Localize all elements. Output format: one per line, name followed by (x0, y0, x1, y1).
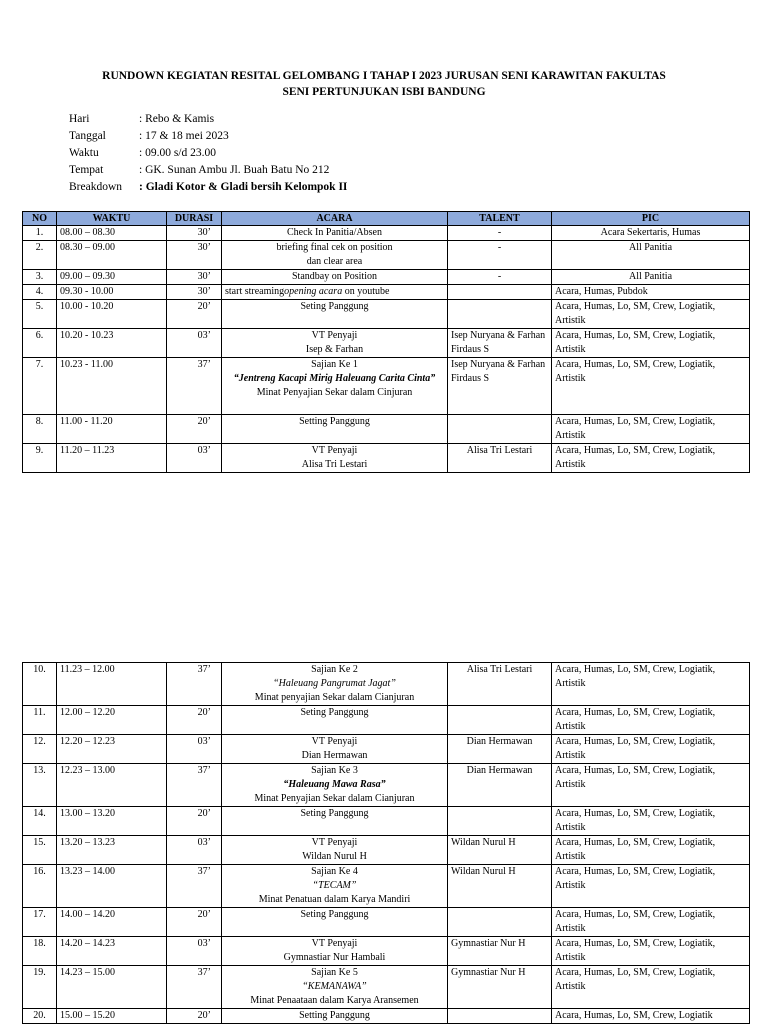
cell-pic: Acara, Humas, Lo, SM, Crew, Logiatik, Artistik (552, 764, 750, 807)
acara-line: Sajian Ke 1 (311, 359, 358, 370)
header-acara: ACARA (222, 212, 448, 226)
acara-line: Isep & Farhan (305, 344, 364, 355)
cell-talent (448, 415, 552, 444)
cell-pic: Acara, Humas, Lo, SM, Crew, Logiatik, Artistik (552, 329, 750, 358)
table-row (23, 966, 750, 1009)
cell-no: 10. (23, 663, 57, 706)
cell-talent (448, 285, 552, 300)
cell-acara: Seting Panggung (222, 807, 448, 836)
info-value: : GK. Sunan Ambu Jl. Buah Batu No 212 (139, 164, 330, 176)
cell-durasi: 37’ (167, 865, 222, 908)
table-row (23, 241, 750, 270)
table-row (23, 358, 750, 415)
header-durasi: DURASI (167, 212, 222, 226)
cell-pic: Acara, Humas, Lo, SM, Crew, Logiatik, Artistik (552, 937, 750, 966)
cell-waktu: 11.00 - 11.20 (57, 415, 167, 444)
event-info (69, 111, 347, 196)
cell-no: 18. (23, 937, 57, 966)
cell-durasi: 37’ (167, 358, 222, 415)
acara-title: “TECAM” (312, 880, 357, 891)
info-breakdown (69, 179, 347, 196)
cell-acara (222, 735, 448, 764)
info-value: : Rebo & Kamis (139, 113, 215, 125)
cell-pic: Acara, Humas, Lo, SM, Crew, Logiatik, Artistik (552, 735, 750, 764)
cell-waktu: 10.20 - 10.23 (57, 329, 167, 358)
cell-no: 13. (23, 764, 57, 807)
acara-line: Sajian Ke 2 (311, 664, 358, 675)
acara-line: VT Penyaji (311, 445, 358, 456)
cell-waktu: 13.00 – 13.20 (57, 807, 167, 836)
cell-waktu: 12.00 – 12.20 (57, 706, 167, 735)
cell-pic: Acara, Humas, Lo, SM, Crew, Logiatik (552, 1009, 750, 1024)
acara-line: Wildan Nurul H (302, 851, 367, 862)
table-row (23, 908, 750, 937)
cell-durasi: 20’ (167, 706, 222, 735)
cell-durasi: 37’ (167, 966, 222, 1009)
info-tanggal (69, 128, 347, 145)
cell-acara (222, 241, 448, 270)
info-waktu (69, 145, 347, 162)
cell-no: 2. (23, 241, 57, 270)
cell-pic: Acara, Humas, Lo, SM, Crew, Logiatik, Artistik (552, 415, 750, 444)
cell-talent (448, 706, 552, 735)
cell-pic: Acara, Humas, Lo, SM, Crew, Logiatik, Artistik (552, 358, 750, 415)
cell-durasi: 20’ (167, 300, 222, 329)
cell-waktu: 12.23 – 13.00 (57, 764, 167, 807)
acara-line: Minat Penatuan dalam Karya Mandiri (258, 894, 411, 905)
acara-title: “Jentreng Kacapi Mirig Haleuang Carita Cinta” (233, 373, 436, 384)
info-value: : Gladi Kotor & Gladi bersih Kelompok II (139, 181, 348, 193)
table-row (23, 735, 750, 764)
cell-waktu: 08.00 – 08.30 (57, 226, 167, 241)
info-label: Waktu (69, 147, 99, 159)
rundown-table-page-1 (22, 211, 750, 473)
cell-acara: Check In Panitia/Absen (222, 226, 448, 241)
cell-no: 1. (23, 226, 57, 241)
cell-talent (448, 807, 552, 836)
acara-text: start streaming (225, 286, 285, 297)
cell-durasi: 03’ (167, 836, 222, 865)
cell-waktu: 13.23 – 14.00 (57, 865, 167, 908)
cell-waktu: 14.23 – 15.00 (57, 966, 167, 1009)
cell-no: 19. (23, 966, 57, 1009)
cell-acara: Setting Panggung (222, 415, 448, 444)
info-hari (69, 111, 347, 128)
cell-waktu: 11.20 – 11.23 (57, 444, 167, 473)
cell-waktu: 10.23 - 11.00 (57, 358, 167, 415)
cell-waktu: 12.20 – 12.23 (57, 735, 167, 764)
table-row (23, 329, 750, 358)
cell-acara (222, 663, 448, 706)
table-row (23, 285, 750, 300)
header-pic: PIC (552, 212, 750, 226)
acara-line: Alisa Tri Lestari (301, 459, 368, 470)
cell-durasi: 03’ (167, 444, 222, 473)
table-row (23, 300, 750, 329)
cell-durasi: 20’ (167, 415, 222, 444)
cell-no: 20. (23, 1009, 57, 1024)
cell-no: 9. (23, 444, 57, 473)
header-talent: TALENT (448, 212, 552, 226)
cell-no: 5. (23, 300, 57, 329)
cell-acara (222, 329, 448, 358)
cell-acara (222, 966, 448, 1009)
cell-waktu: 08.30 – 09.00 (57, 241, 167, 270)
header-waktu: WAKTU (57, 212, 167, 226)
cell-talent: Alisa Tri Lestari (448, 663, 552, 706)
cell-waktu: 09.00 – 09.30 (57, 270, 167, 285)
cell-pic: Acara, Humas, Lo, SM, Crew, Logiatik, Artistik (552, 836, 750, 865)
table-row (23, 807, 750, 836)
cell-no: 7. (23, 358, 57, 415)
table-row (23, 444, 750, 473)
cell-waktu: 15.00 – 15.20 (57, 1009, 167, 1024)
acara-line: VT Penyaji (311, 938, 358, 949)
table-row (23, 226, 750, 241)
acara-line: VT Penyaji (311, 330, 358, 341)
cell-acara (222, 764, 448, 807)
cell-acara: Seting Panggung (222, 706, 448, 735)
cell-no: 11. (23, 706, 57, 735)
table-row (23, 1009, 750, 1024)
cell-waktu: 14.00 – 14.20 (57, 908, 167, 937)
cell-durasi: 37’ (167, 663, 222, 706)
acara-title: “Haleuang Mawa Rasa” (283, 779, 386, 790)
title-line-1: RUNDOWN KEGIATAN RESITAL GELOMBANG I TAHAP I 2023 JURUSAN SENI KARAWITAN FAKULTAS (102, 70, 666, 82)
table-row (23, 270, 750, 285)
acara-line: briefing final cek on position (276, 242, 393, 253)
cell-talent: - (448, 270, 552, 285)
cell-durasi: 03’ (167, 735, 222, 764)
table-row (23, 836, 750, 865)
cell-pic: All Panitia (552, 241, 750, 270)
acara-line: Dian Hermawan (301, 750, 368, 761)
table-row (23, 415, 750, 444)
cell-no: 8. (23, 415, 57, 444)
acara-line: Gymnastiar Nur Hambali (283, 952, 386, 963)
cell-pic: Acara, Humas, Lo, SM, Crew, Logiatik, Artistik (552, 865, 750, 908)
cell-talent: Dian Hermawan (448, 764, 552, 807)
title-line-2: SENI PERTUNJUKAN ISBI BANDUNG (282, 86, 486, 98)
cell-talent: - (448, 226, 552, 241)
cell-durasi: 37’ (167, 764, 222, 807)
cell-talent: Wildan Nurul H (448, 836, 552, 865)
acara-line: VT Penyaji (311, 736, 358, 747)
cell-durasi: 30’ (167, 285, 222, 300)
cell-waktu: 14.20 – 14.23 (57, 937, 167, 966)
cell-waktu: 11.23 – 12.00 (57, 663, 167, 706)
cell-pic: Acara, Humas, Lo, SM, Crew, Logiatik, Artistik (552, 706, 750, 735)
cell-pic: Acara, Humas, Lo, SM, Crew, Logiatik, Artistik (552, 300, 750, 329)
cell-acara: Setting Panggung (222, 1009, 448, 1024)
cell-pic: Acara, Humas, Lo, SM, Crew, Logiatik, Artistik (552, 663, 750, 706)
acara-line: VT Penyaji (311, 837, 358, 848)
cell-acara (222, 358, 448, 415)
cell-pic: Acara, Humas, Lo, SM, Crew, Logiatik, Artistik (552, 908, 750, 937)
cell-durasi: 30’ (167, 270, 222, 285)
acara-text: on youtube (342, 286, 390, 297)
info-label: Hari (69, 113, 90, 125)
cell-talent: Alisa Tri Lestari (448, 444, 552, 473)
cell-pic: Acara, Humas, Pubdok (552, 285, 750, 300)
cell-no: 6. (23, 329, 57, 358)
cell-acara (222, 865, 448, 908)
cell-acara: Seting Panggung (222, 300, 448, 329)
cell-durasi: 20’ (167, 807, 222, 836)
table-row (23, 764, 750, 807)
cell-acara (222, 937, 448, 966)
info-label: Breakdown (69, 181, 123, 193)
cell-acara: Seting Panggung (222, 908, 448, 937)
cell-talent: Isep Nuryana & Farhan Firdaus S (448, 358, 552, 415)
info-value: : 09.00 s/d 23.00 (139, 147, 216, 159)
info-label: Tanggal (69, 130, 106, 142)
acara-line: Minat Penyajian Sekar dalam Cianjuran (254, 793, 415, 804)
cell-acara (222, 285, 448, 300)
acara-italic: opening acara (284, 286, 343, 297)
cell-durasi: 20’ (167, 908, 222, 937)
cell-durasi: 30’ (167, 241, 222, 270)
cell-talent: Dian Hermawan (448, 735, 552, 764)
cell-pic: Acara, Humas, Lo, SM, Crew, Logiatik, Artistik (552, 444, 750, 473)
acara-line: Minat Penyajian Sekar dalam Cinjuran (256, 387, 413, 398)
info-value: : 17 & 18 mei 2023 (139, 130, 229, 142)
table-header-row (23, 212, 750, 226)
cell-talent (448, 908, 552, 937)
acara-line: Sajian Ke 4 (311, 866, 358, 877)
acara-line: Minat Penaataan dalam Karya Aransemen (250, 995, 419, 1006)
cell-no: 14. (23, 807, 57, 836)
cell-durasi: 03’ (167, 937, 222, 966)
cell-no: 3. (23, 270, 57, 285)
cell-durasi: 30’ (167, 226, 222, 241)
info-label: Tempat (69, 164, 104, 176)
table-row (23, 706, 750, 735)
cell-no: 12. (23, 735, 57, 764)
rundown-table-page-2 (22, 662, 750, 1024)
cell-talent (448, 1009, 552, 1024)
cell-talent (448, 300, 552, 329)
cell-waktu: 10.00 - 10.20 (57, 300, 167, 329)
cell-waktu: 09.30 - 10.00 (57, 285, 167, 300)
cell-no: 16. (23, 865, 57, 908)
acara-title: “Haleuang Pangrumat Jagat” (273, 678, 396, 689)
info-tempat (69, 162, 347, 179)
acara-line: Sajian Ke 5 (311, 967, 358, 978)
cell-talent: Isep Nuryana & Farhan Firdaus S (448, 329, 552, 358)
cell-no: 17. (23, 908, 57, 937)
cell-acara (222, 836, 448, 865)
cell-acara: Standbay on Position (222, 270, 448, 285)
header-no: NO (23, 212, 57, 226)
cell-pic: Acara, Humas, Lo, SM, Crew, Logiatik, Artistik (552, 807, 750, 836)
cell-talent: Gymnastiar Nur H (448, 937, 552, 966)
cell-pic: Acara Sekertaris, Humas (552, 226, 750, 241)
table-row (23, 937, 750, 966)
cell-acara (222, 444, 448, 473)
cell-no: 15. (23, 836, 57, 865)
cell-talent: - (448, 241, 552, 270)
document-title (0, 68, 768, 100)
acara-line: Minat penyajian Sekar dalam Cianjuran (254, 692, 415, 703)
acara-title: “KEMANAWA” (302, 981, 367, 992)
cell-talent: Wildan Nurul H (448, 865, 552, 908)
cell-pic: All Panitia (552, 270, 750, 285)
cell-durasi: 03’ (167, 329, 222, 358)
cell-pic: Acara, Humas, Lo, SM, Crew, Logiatik, Artistik (552, 966, 750, 1009)
table-row (23, 663, 750, 706)
table-row (23, 865, 750, 908)
acara-line: Sajian Ke 3 (311, 765, 358, 776)
cell-waktu: 13.20 – 13.23 (57, 836, 167, 865)
acara-line: dan clear area (306, 256, 363, 267)
cell-durasi: 20’ (167, 1009, 222, 1024)
cell-no: 4. (23, 285, 57, 300)
cell-talent: Gymnastiar Nur H (448, 966, 552, 1009)
